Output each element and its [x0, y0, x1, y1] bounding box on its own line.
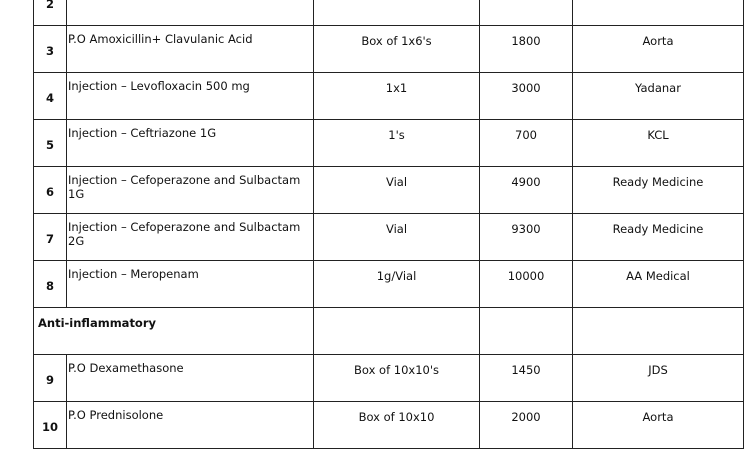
pack-size: Box of 10x10's: [314, 355, 480, 402]
row-number: 10: [34, 402, 67, 449]
table-row: [34, 355, 744, 402]
row-number: 9: [34, 355, 67, 402]
medicine-name: Injection – Ceftriazone 1G: [67, 120, 314, 167]
empty-cell: [480, 308, 573, 355]
pack-size: Box of 10x10: [314, 402, 480, 449]
price: [480, 0, 573, 26]
table-row: [34, 26, 744, 73]
medicine-price-table: [33, 0, 744, 449]
table-row: [34, 167, 744, 214]
medicine-name: Injection – Cefoperazone and Sulbactam 1G: [67, 167, 314, 214]
price: 10000: [480, 261, 573, 308]
price: 2000: [480, 402, 573, 449]
price: 4900: [480, 167, 573, 214]
table-row: [34, 214, 744, 261]
price: 1450: [480, 355, 573, 402]
pack-size: 1x1: [314, 73, 480, 120]
pack-size: Vial: [314, 167, 480, 214]
row-number: 6: [34, 167, 67, 214]
table-row: [34, 261, 744, 308]
medicine-name: Injection – Cefoperazone and Sulbactam 2G: [67, 214, 314, 261]
medicine-name: P.O Prednisolone: [67, 402, 314, 449]
empty-cell: [314, 308, 480, 355]
price: 3000: [480, 73, 573, 120]
supplier: Ready Medicine: [573, 167, 744, 214]
table-row: [34, 402, 744, 449]
supplier: Ready Medicine: [573, 214, 744, 261]
supplier: JDS: [573, 355, 744, 402]
row-number: 2: [34, 0, 67, 26]
table-row: [34, 0, 744, 26]
empty-cell: [573, 308, 744, 355]
supplier: Aorta: [573, 402, 744, 449]
table-row: [34, 120, 744, 167]
supplier: Aorta: [573, 26, 744, 73]
supplier: AA Medical: [573, 261, 744, 308]
row-number: 7: [34, 214, 67, 261]
supplier: KCL: [573, 120, 744, 167]
pack-size: 1g/Vial: [314, 261, 480, 308]
supplier: [573, 0, 744, 26]
category-heading: Anti-inflammatory: [34, 308, 314, 355]
medicine-name: P.O Dexamethasone: [67, 355, 314, 402]
table-row: [34, 73, 744, 120]
pack-size: [314, 0, 480, 26]
supplier: Yadanar: [573, 73, 744, 120]
price: 1800: [480, 26, 573, 73]
category-row: [34, 308, 744, 355]
medicine-name: P.O Amoxicillin+ Clavulanic Acid: [67, 26, 314, 73]
pack-size: Box of 1x6's: [314, 26, 480, 73]
price: 9300: [480, 214, 573, 261]
row-number: 8: [34, 261, 67, 308]
medicine-name: Injection – Levofloxacin 500 mg: [67, 73, 314, 120]
pack-size: Vial: [314, 214, 480, 261]
row-number: 3: [34, 26, 67, 73]
medicine-name: [67, 0, 314, 26]
medicine-name: Injection – Meropenam: [67, 261, 314, 308]
row-number: 5: [34, 120, 67, 167]
row-number: 4: [34, 73, 67, 120]
pack-size: 1's: [314, 120, 480, 167]
price: 700: [480, 120, 573, 167]
